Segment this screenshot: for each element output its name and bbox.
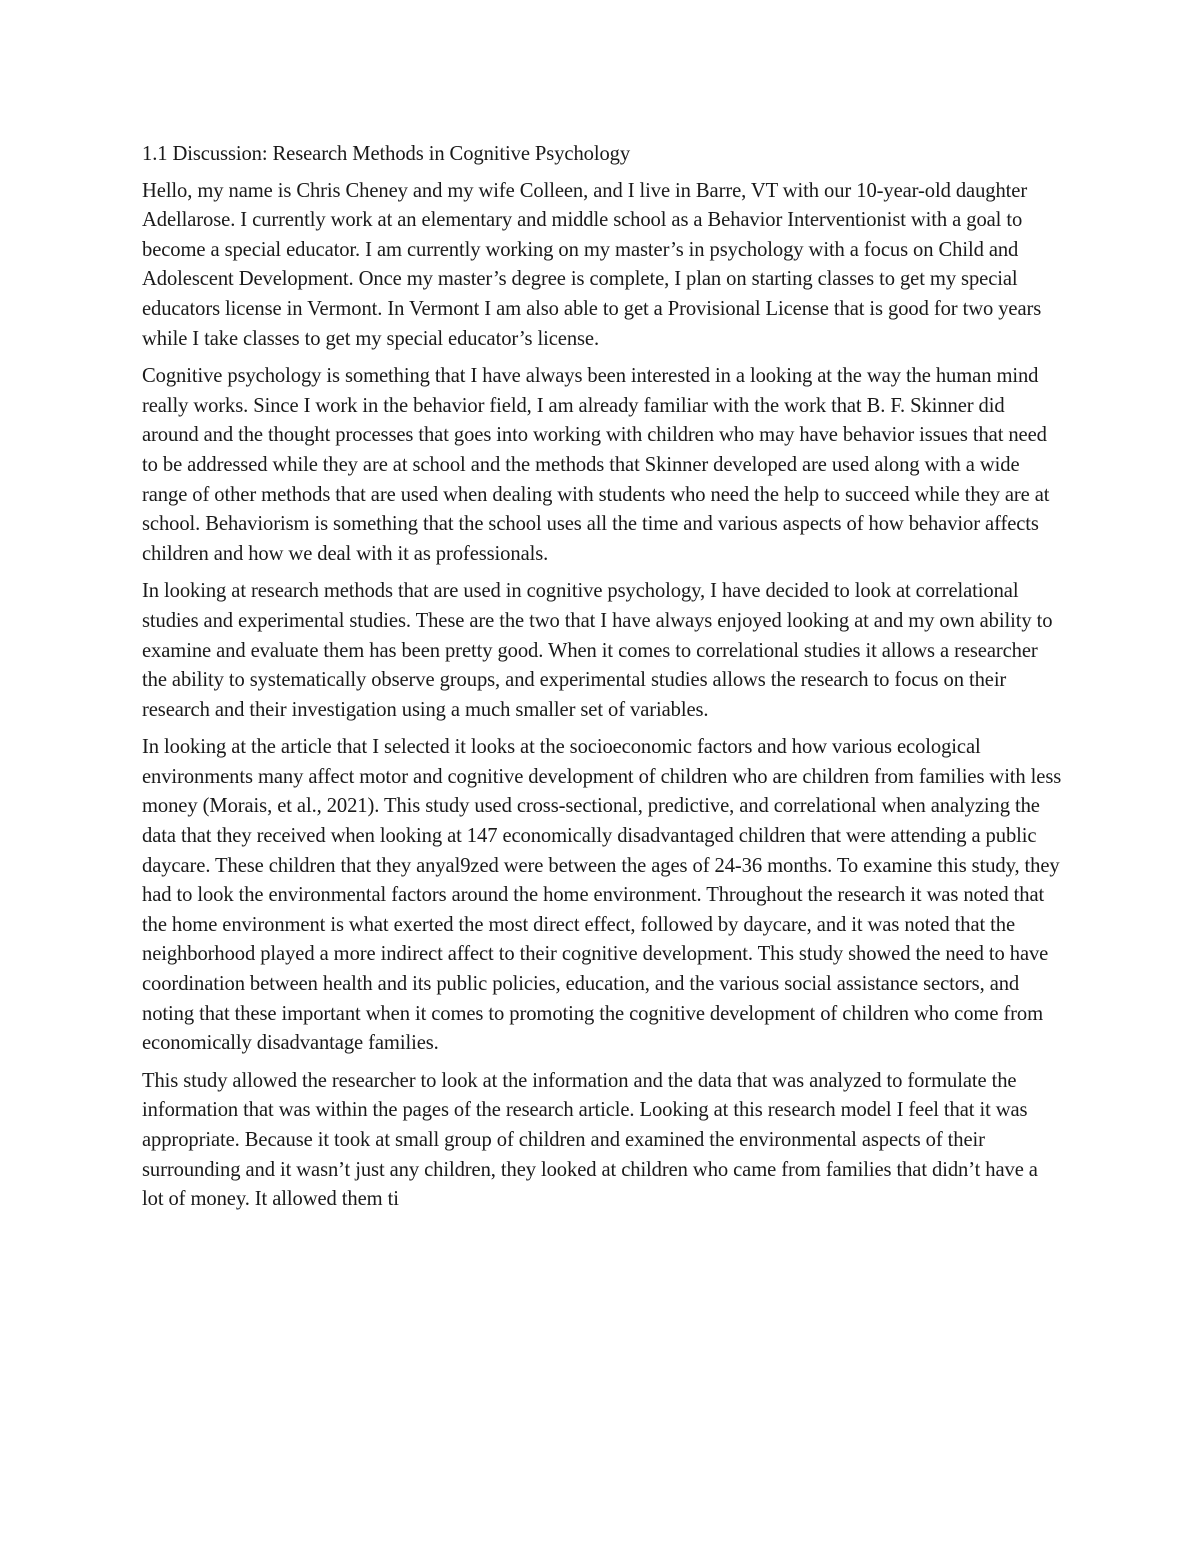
paragraph-cognitive-psychology: Cognitive psychology is something that I have always been interested in a looking at the way the human mind really works. Since I work in the behavior field, I am already familiar with the work that B. F. Skinner did around and the thought processes that goes into working with children who may have behavior issues that need to be addressed while they are at school and the methods that Skinner developed are used along with a wide range of other methods that are used when dealing with students who need the help to succeed while they are at school. Behaviorism is something that the school uses all the time and various aspects of how behavior affects children and how we deal with it as professionals. (142, 365, 1050, 565)
paragraph-introduction: Hello, my name is Chris Cheney and my wife Colleen, and I live in Barre, VT with our 10-year-old daughter Adellarose. I currently work at an elementary and middle school as a Behavior Interventionist with a goal to become a special educator. I am currently working on my master’s in psychology with a focus on Child and Adolescent Development. Once my master’s degree is complete, I plan on starting classes to get my special educators license in Vermont. In Vermont I am also able to get a Provisional License that is good for two years while I take classes to get my special educator’s license. (142, 179, 1042, 350)
paragraph-research-methods: In looking at research methods that are used in cognitive psychology, I have decided to look at correlational studies and experimental studies. These are the two that I have always enjoyed looking at and my own ability to examine and evaluate them has been pretty good. When it comes to correlational studies it allows a researcher the ability to systematically observe groups, and experimental studies allows the research to focus on their research and their investigation using a much smaller set of variables. (142, 580, 1053, 721)
document-heading: 1.1 Discussion: Research Methods in Cognitive Psychology (142, 143, 631, 165)
document-body (142, 140, 1062, 1223)
paragraph-article-summary: In looking at the article that I selected it looks at the socioeconomic factors and how various ecological environments many affect motor and cognitive development of children who are children from families with less money (Morais, et al., 2021). This study used cross-sectional, predictive, and correlational when analyzing the data that they received when looking at 147 economically disadvantaged children that were attending a public daycare. These children that they anyal9zed were between the ages of 24-36 months. To examine this study, they had to look the environmental factors around the home environment. Throughout the research it was noted that the home environment is what exerted the most direct effect, followed by daycare, and it was noted that the neighborhood played a more indirect affect to their cognitive development. This study showed the need to have coordination between health and its public policies, education, and the various social assistance sectors, and noting that these important when it comes to promoting the cognitive development of children who come from economically disadvantage families. (142, 736, 1062, 1055)
paragraph-study-evaluation: This study allowed the researcher to look at the information and the data that was analyzed to formulate the information that was within the pages of the research article. Looking at this research model I feel that it was appropriate. Because it took at small group of children and examined the environmental aspects of their surrounding and it wasn’t just any children, they looked at children who came from families that didn’t have a lot of money. It allowed them ti (142, 1069, 1038, 1211)
